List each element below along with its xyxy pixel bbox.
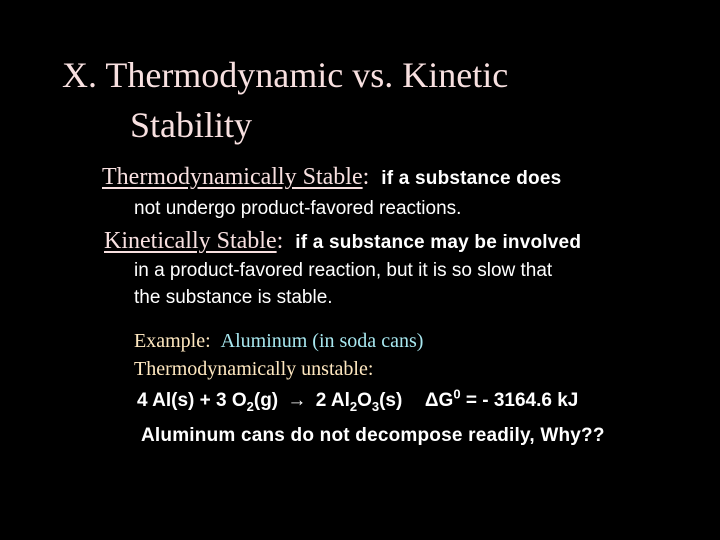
- o2-subscript: 2: [246, 398, 254, 414]
- al-subscript: 2: [349, 398, 358, 414]
- kinetic-stable-def-line-1: if a substance may be involved: [295, 232, 582, 253]
- delta-g-value: = - 3164.6 kJ: [465, 390, 579, 411]
- equation-product-o: O: [357, 390, 372, 411]
- kinetic-stable-def-line-3: the substance is stable.: [134, 287, 333, 308]
- title-line-2: Stability: [130, 105, 253, 145]
- conclusion-question: Aluminum cans do not decompose readily, Why??: [141, 425, 605, 446]
- equation-reactants: 4 Al(s) + 3 O: [137, 390, 247, 411]
- thermo-stable-colon: :: [362, 164, 370, 190]
- kinetic-stable-colon: :: [276, 228, 284, 254]
- thermo-stable-definition: [102, 164, 561, 191]
- equation-solid-state: (s): [379, 390, 403, 411]
- thermo-stable-term: Thermodynamically Stable: [102, 164, 363, 190]
- delta-g-superscript: 0: [453, 386, 461, 402]
- o3-subscript: 3: [371, 398, 380, 414]
- thermo-stable-def-line-1: if a substance does: [381, 168, 562, 189]
- delta-g-symbol: ΔG: [424, 390, 454, 411]
- equation-product-al: 2 Al: [315, 390, 350, 411]
- kinetic-stable-term: Kinetically Stable: [104, 228, 277, 254]
- example-value: Aluminum (in soda cans): [220, 330, 424, 352]
- example-label: Example:: [134, 330, 211, 352]
- equation-gas-state: (g): [253, 390, 279, 411]
- kinetic-stable-def-line-2: in a product-favored reaction, but it is so slow that: [134, 260, 553, 281]
- thermo-unstable-label: Thermodynamically unstable:: [134, 358, 374, 380]
- reaction-equation: [137, 386, 579, 414]
- slide-title: [62, 50, 508, 150]
- kinetic-stable-definition: [104, 228, 581, 255]
- example-line: [134, 328, 423, 354]
- title-line-1: X. Thermodynamic vs. Kinetic: [62, 55, 509, 95]
- thermo-stable-def-line-2: not undergo product-favored reactions.: [134, 198, 462, 219]
- right-arrow-icon: →: [287, 390, 307, 411]
